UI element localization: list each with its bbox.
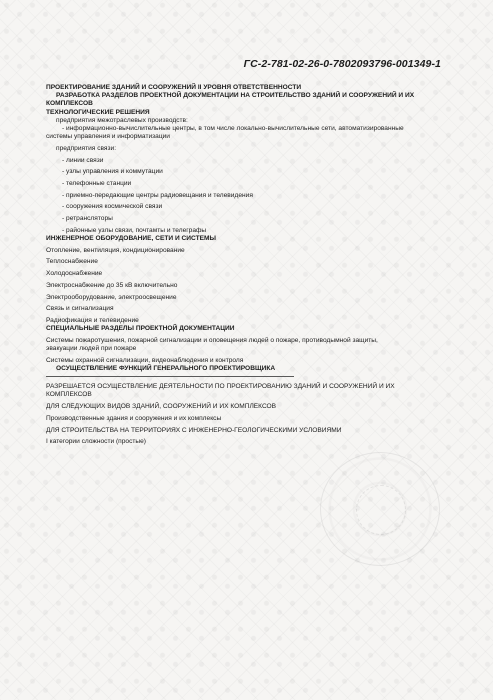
building-types-value: Производственные здания и сооружения и их комплексы: [46, 414, 222, 422]
list-item: Теплоснабжение: [46, 258, 98, 266]
list-item: Отопление, вентиляция, кондиционирование: [46, 246, 185, 254]
list-item: - приемно-передающие центры радиовещания и телевидения: [62, 191, 253, 199]
list-item: предприятия связи:: [56, 144, 117, 152]
list-item: Системы пожаротушения, пожарной сигнализации и оповещения людей о пожаре, противодымной защиты,: [46, 336, 378, 344]
list-item: Холодоснабжение: [46, 270, 103, 278]
list-item: - сооружения космической связи: [62, 203, 163, 211]
official-seal-stamp: [320, 452, 440, 566]
list-item: Системы охранной сигнализации, видеонаблюдения и контроля: [46, 356, 244, 364]
section-engineering-systems: ИНЖЕНЕРНОЕ ОБОРУДОВАНИЕ, СЕТИ И СИСТЕМЫ: [46, 235, 216, 243]
section-special-sections: СПЕЦИАЛЬНЫЕ РАЗДЕЛЫ ПРОЕКТНОЙ ДОКУМЕНТАЦИИ: [46, 325, 235, 333]
section-general-designer: ОСУЩЕСТВЛЕНИЕ ФУНКЦИЙ ГЕНЕРАЛЬНОГО ПРОЕКТИРОВЩИКА: [56, 364, 276, 372]
document-number: ГС-2-781-02-26-0-7802093796-001349-1: [243, 58, 441, 70]
list-item: - телефонные станции: [62, 180, 132, 188]
section-technological-solutions: ТЕХНОЛОГИЧЕСКИЕ РЕШЕНИЯ: [46, 108, 150, 116]
permission-text-cont: КОМПЛЕКСОВ: [46, 391, 92, 399]
heading-design-docs-cont: КОМПЛЕКСОВ: [46, 100, 93, 108]
list-item: предприятия межотраслевых производств:: [56, 116, 188, 124]
list-item: - районные узлы связи, почтамты и телеграфы: [62, 226, 207, 234]
list-item: - узлы управления и коммутации: [62, 168, 163, 176]
list-item: системы управления и информатизации: [46, 133, 170, 141]
seal-emblem: [356, 485, 406, 535]
heading-design-docs: РАЗРАБОТКА РАЗДЕЛОВ ПРОЕКТНОЙ ДОКУМЕНТАЦИИ НА СТРОИТЕЛЬСТВО ЗДАНИЙ И СООРУЖЕНИЙ И ИХ: [56, 92, 415, 100]
list-item: Связь и сигнализация: [46, 305, 114, 313]
heading-design-level: ПРОЕКТИРОВАНИЕ ЗДАНИЙ И СООРУЖЕНИЙ II УРОВНЯ ОТВЕТСТВЕННОСТИ: [46, 84, 302, 91]
permission-text: РАЗРЕШАЕТСЯ ОСУЩЕСТВЛЕНИЕ ДЕЯТЕЛЬНОСТИ ПО ПРОЕКТИРОВАНИЮ ЗДАНИЙ И СООРУЖЕНИЙ И ИХ: [46, 383, 395, 391]
list-item: эвакуации людей при пожаре: [46, 345, 137, 353]
list-item: - ретрансляторы: [62, 215, 113, 223]
list-item: - информационно-вычислительные центры, в том числе локально-вычислительные сети, автоматизированные: [62, 125, 404, 133]
license-body: [46, 84, 441, 446]
divider: [46, 376, 294, 377]
building-types-heading: ДЛЯ СЛЕДУЮЩИХ ВИДОВ ЗДАНИЙ, СООРУЖЕНИЙ И ИХ КОМПЛЕКСОВ: [46, 403, 277, 411]
territory-conditions-heading: ДЛЯ СТРОИТЕЛЬСТВА НА ТЕРРИТОРИЯХ С ИНЖЕНЕРНО-ГЕОЛОГИЧЕСКИМИ УСЛОВИЯМИ: [46, 426, 342, 434]
list-item: Радиофикация и телевидение: [46, 316, 139, 324]
complexity-category: I категории сложности (простые): [46, 438, 147, 446]
list-item: - линии связи: [62, 156, 104, 164]
list-item: Электрооборудование, электроосвещение: [46, 293, 177, 301]
list-item: Электроснабжение до 35 кВ включительно: [46, 281, 178, 289]
